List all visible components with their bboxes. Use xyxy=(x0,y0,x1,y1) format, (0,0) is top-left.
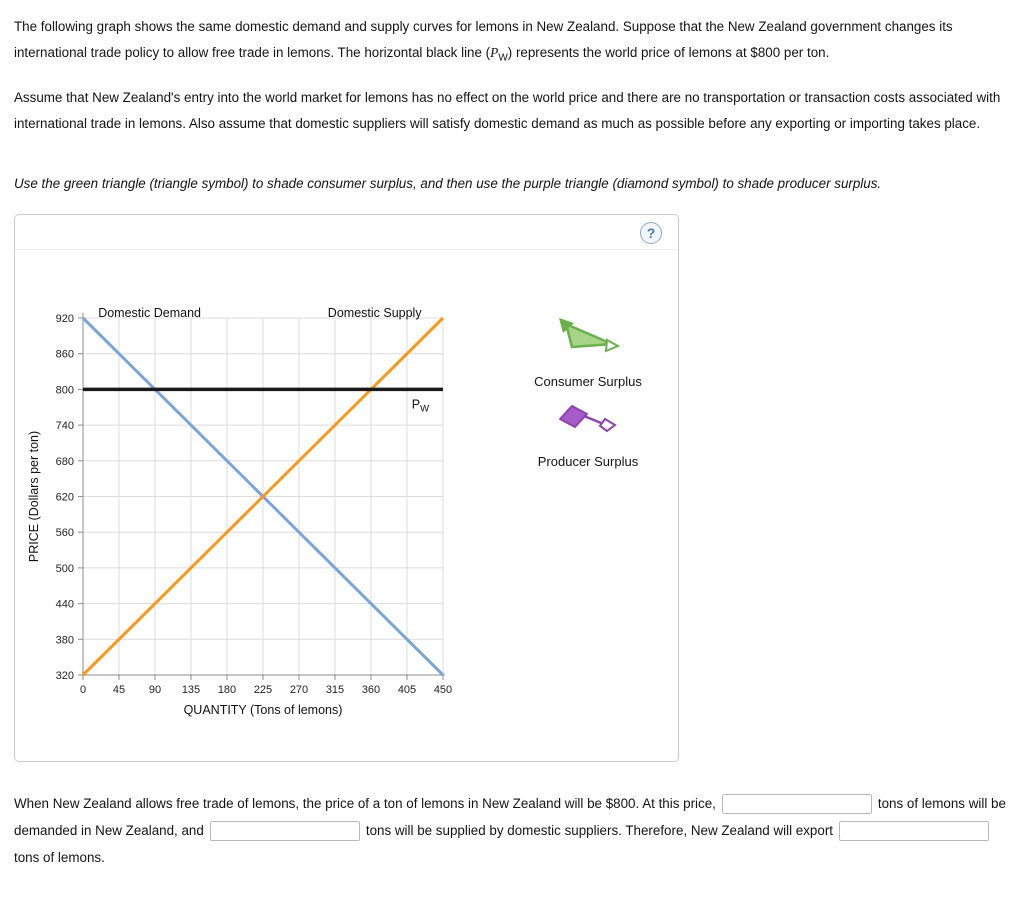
producer-surplus-label: Producer Surplus xyxy=(537,453,639,469)
world-price-symbol: P xyxy=(490,45,499,60)
svg-text:405: 405 xyxy=(397,683,417,696)
svg-text:90: 90 xyxy=(148,683,162,696)
svg-text:860: 860 xyxy=(55,348,74,361)
svg-text:360: 360 xyxy=(361,683,381,696)
consumer-surplus-label: Consumer Surplus xyxy=(534,373,642,389)
consumer-surplus-tool[interactable] xyxy=(513,317,663,389)
supplied-tons-input[interactable] xyxy=(210,821,360,841)
intro-p1-text-b: ) represents the world price of lemons at $800 per ton. xyxy=(507,45,830,60)
svg-text:270: 270 xyxy=(289,683,309,696)
svg-text:Domestic Demand: Domestic Demand xyxy=(98,305,202,320)
svg-text:440: 440 xyxy=(55,598,74,611)
svg-text:800: 800 xyxy=(55,384,74,397)
svg-text:45: 45 xyxy=(112,683,126,696)
question-part-2: tons of lemons will be demanded in New Zealand, and xyxy=(14,795,1006,838)
question-part-4: tons of lemons. xyxy=(14,849,105,865)
svg-text:135: 135 xyxy=(181,683,201,696)
instruction-text: Use the green triangle (triangle symbol) to shade consumer surplus, and then use the purple triangle (diamond symbol) to shade producer surplus. xyxy=(14,175,882,191)
export-tons-input[interactable] xyxy=(839,821,989,841)
demanded-tons-input[interactable] xyxy=(722,794,872,814)
svg-text:680: 680 xyxy=(55,455,74,468)
producer-surplus-tool[interactable] xyxy=(513,403,663,469)
question-part-1: When New Zealand allows free trade of lemons, the price of a ton of lemons in New Zealand will be $800. At this price, xyxy=(14,795,716,811)
intro-text xyxy=(14,14,1010,197)
svg-text:920: 920 xyxy=(55,312,74,325)
panel-header xyxy=(15,215,678,250)
green-triangle-icon[interactable] xyxy=(556,317,620,355)
svg-text:225: 225 xyxy=(253,683,273,696)
svg-text:560: 560 xyxy=(55,526,74,539)
question-part-3: tons will be supplied by domestic suppliers. Therefore, New Zealand will export xyxy=(365,822,834,838)
svg-text:QUANTITY (Tons of lemons): QUANTITY (Tons of lemons) xyxy=(183,702,343,717)
svg-text:0: 0 xyxy=(79,683,87,696)
world-price-symbol-sub: W xyxy=(498,52,508,64)
svg-text:380: 380 xyxy=(55,633,74,646)
svg-text:Domestic Supply: Domestic Supply xyxy=(327,305,422,320)
svg-text:450: 450 xyxy=(433,683,453,696)
graph-panel xyxy=(14,214,679,762)
purple-diamond-icon[interactable] xyxy=(557,403,619,435)
svg-text:PW: $P_W$ xyxy=(411,397,430,415)
svg-text:500: 500 xyxy=(55,562,74,575)
svg-text:320: 320 xyxy=(55,669,74,682)
svg-text:620: 620 xyxy=(55,491,74,504)
help-icon[interactable]: ? xyxy=(640,222,662,244)
surplus-tools-legend xyxy=(513,317,663,479)
intro-paragraph-1 xyxy=(14,14,1014,72)
supply-demand-chart[interactable] xyxy=(23,305,493,720)
svg-text:315: 315 xyxy=(325,683,345,696)
intro-paragraph-2: Assume that New Zealand's entry into the world market for lemons has no effect on the world price and there are no transportation or transaction costs associated with international trade in lemons. Also assume that domestic suppliers will satisfy domestic demand as much as possible before any exporting or importing takes place. xyxy=(14,89,1001,131)
svg-text:180: 180 xyxy=(217,683,237,696)
question-text xyxy=(14,790,1016,871)
intro-p1-text-a: The following graph shows the same domestic demand and supply curves for lemons in New Zealand. Suppose that the New Zealand government changes its international trade policy to allow free trade in lemons. The horizontal black line ( xyxy=(14,19,953,60)
svg-text:PRICE (Dollars per ton): PRICE (Dollars per ton) xyxy=(27,430,41,562)
chart-area[interactable] xyxy=(23,305,493,720)
svg-text:740: 740 xyxy=(55,419,74,432)
